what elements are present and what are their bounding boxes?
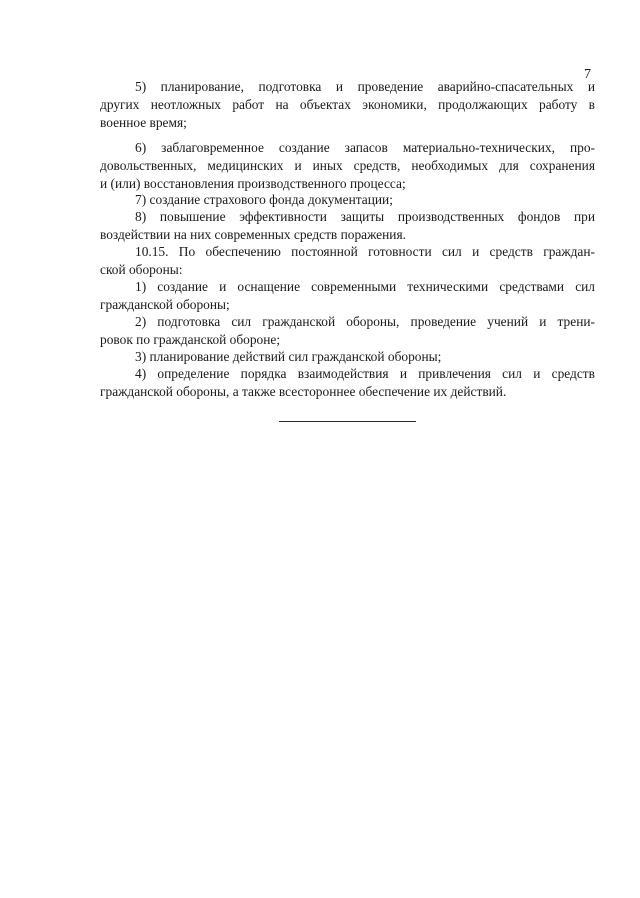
text-line: военное время; xyxy=(100,115,187,130)
text-line: 5) планирование, подготовка и проведение аварийно-спасательных и xyxy=(135,79,595,94)
separator-line xyxy=(279,421,416,422)
text-line: 4) определение порядка взаимодействия и привлечения сил и средств xyxy=(135,366,595,381)
text-line: 7) создание страхового фонда документации; xyxy=(135,192,393,207)
text-line: воздействии на них современных средств поражения. xyxy=(100,227,406,242)
text-line: гражданской обороны, а также всестороннее обеспечение их действий. xyxy=(100,384,507,399)
text-line: 6) заблаговременное создание запасов материально-технических, про- xyxy=(135,140,595,155)
text-line: 1) создание и оснащение современными техническими средствами сил xyxy=(135,279,595,294)
text-line: довольственных, медицинских и иных средств, необходимых для сохранения xyxy=(100,158,595,173)
text-line: 8) повышение эффективности защиты производственных фондов при xyxy=(135,209,595,224)
text-line: других неотложных работ на объектах экономики, продолжающих работу в xyxy=(100,97,595,112)
page-number: 7 xyxy=(584,67,591,82)
text-line: 2) подготовка сил гражданской обороны, проведение учений и трени- xyxy=(135,314,595,329)
text-line: 10.15. По обеспечению постоянной готовности сил и средств граждан- xyxy=(135,244,595,259)
text-line: гражданской обороны; xyxy=(100,297,230,312)
text-line: и (или) восстановления производственного процесса; xyxy=(100,176,406,191)
text-line: ской обороны: xyxy=(100,262,183,277)
text-line: 3) планирование действий сил гражданской обороны; xyxy=(135,349,442,364)
text-line: ровок по гражданской обороне; xyxy=(100,332,281,347)
